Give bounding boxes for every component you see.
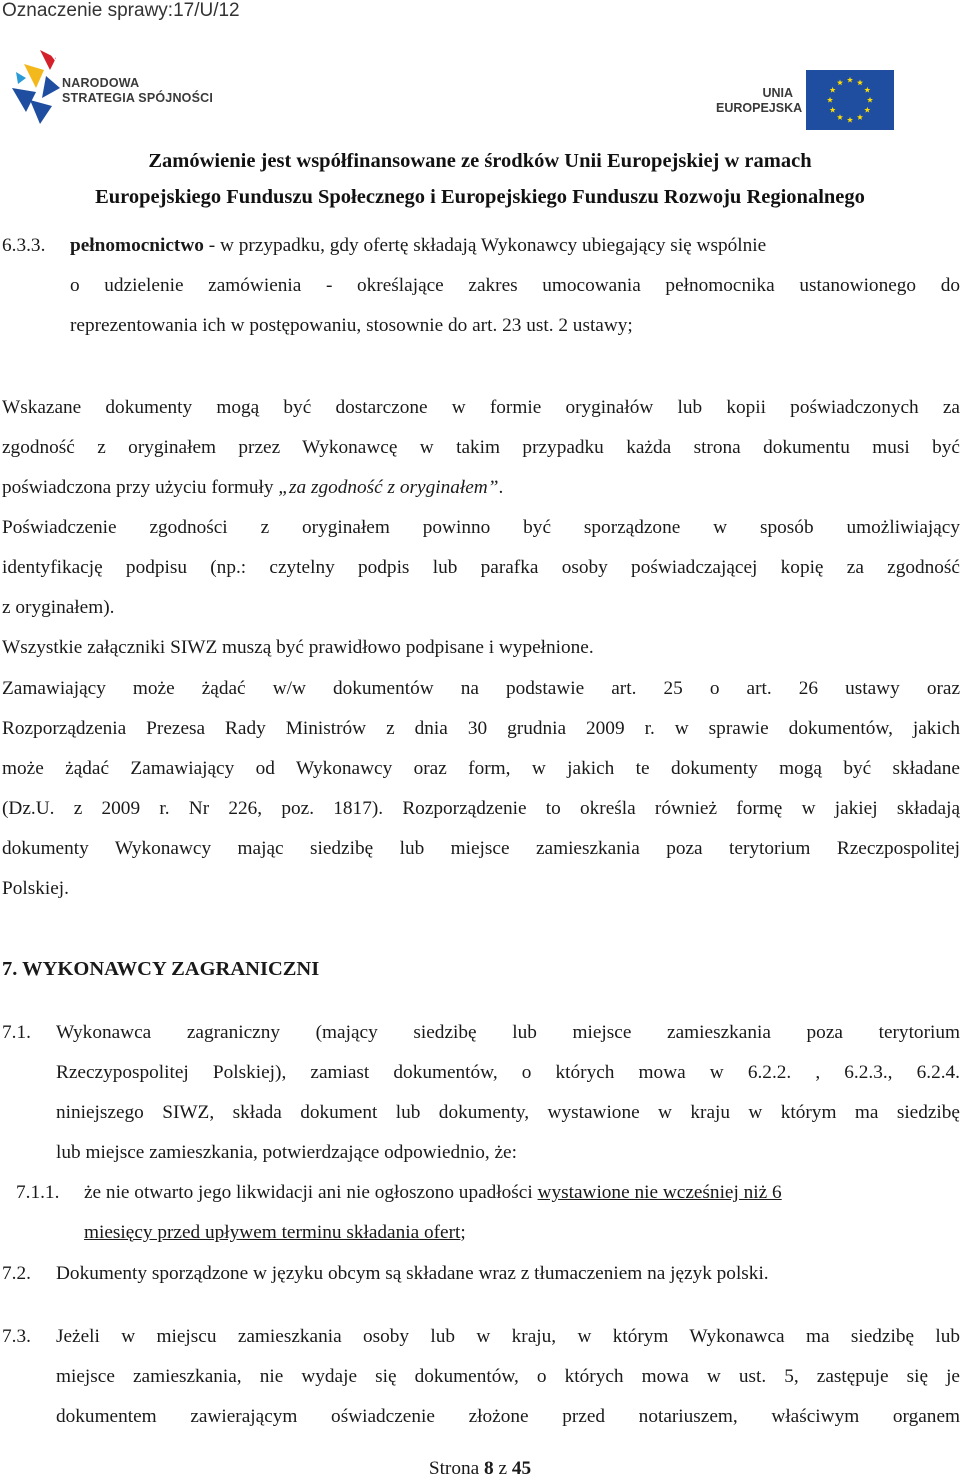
paragraph-4-line-5: dokumenty Wykonawcy mając siedzibę lub miejsce zamieszkania poza terytorium Rzeczpospolitej <box>2 838 960 859</box>
certification-formula: „za zgodność z oryginałem” <box>278 477 499 498</box>
section-711-number: 7.1.1. <box>16 1182 60 1203</box>
section-71-line-1: Wykonawca zagraniczny (mający siedzibę lub miejsce zamieszkania poza terytorium <box>56 1022 960 1043</box>
nss-logo-line1: NARODOWA <box>62 76 140 90</box>
paragraph-1-line-3-b: . <box>498 477 504 498</box>
paragraph-2-line-2: identyfikację podpisu (np.: czytelny podpis lub parafka osoby poświadczającej kopię za zgodność <box>2 557 960 578</box>
section-73-line-2: miejsce zamieszkania, nie wydaje się dokumentów, o których mowa w ust. 5, zastępuje się je <box>56 1366 960 1387</box>
paragraph-4-line-2: Rozporządzenia Prezesa Rady Ministrów z dnia 30 grudnia 2009 r. w sprawie dokumentów, jakich <box>2 718 960 739</box>
paragraph-2-line-1: Poświadczenie zgodności z oryginałem powinno być sporządzone w sposób umożliwiający <box>2 517 960 538</box>
section-711-line-1-a: że nie otwarto jego likwidacji ani nie ogłoszono upadłości <box>84 1182 538 1203</box>
footer-page-number: 8 <box>484 1458 494 1479</box>
section-711-line-2-b: ; <box>460 1222 466 1243</box>
section-711-line-1-underlined: wystawione nie wcześniej niż 6 <box>537 1182 782 1203</box>
footer-prefix: Strona <box>428 1458 485 1479</box>
cofinancing-line-1: Zamówienie jest współfinansowane ze środków Unii Europejskiej w ramach <box>148 150 812 172</box>
section-633-line-1 <box>70 235 960 257</box>
section-711-line-2-underlined: miesięcy przed upływem terminu składania ofert <box>84 1222 461 1243</box>
eu-logo-line1: UNIA <box>762 86 793 100</box>
section-73-line-3: dokumentem zawierającym oświadczenie złożone przed notariuszem, właściwym organem <box>56 1406 960 1427</box>
section-71-line-3: niniejszego SIWZ, składa dokument lub dokumenty, wystawione w kraju w którym ma siedzibę <box>56 1102 960 1123</box>
paragraph-4-line-3: może żądać Zamawiający od Wykonawcy oraz form, w jakich te dokumenty mogą być składane <box>2 758 960 779</box>
nss-logo-text <box>62 76 213 106</box>
section-7-heading: 7. WYKONAWCY ZAGRANICZNI <box>2 958 320 980</box>
eu-logo-text <box>716 86 803 116</box>
nss-logo-line2: STRATEGIA SPÓJNOŚCI <box>62 91 214 105</box>
eu-flag-icon <box>806 70 894 130</box>
paragraph-1-line-1: Wskazane dokumenty mogą być dostarczone w formie oryginałów lub kopii poświadczonych za <box>2 397 960 418</box>
section-number-633: 6.3.3. <box>2 235 46 256</box>
section-72-number: 7.2. <box>2 1263 31 1284</box>
footer-total-pages: 45 <box>511 1458 532 1479</box>
section-71-line-2: Rzeczypospolitej Polskiej), zamiast dokumentów, o których mowa w 6.2.2. , 6.2.3., 6.2.4. <box>56 1062 960 1083</box>
section-633-bold: pełnomocnictwo <box>70 235 204 256</box>
section-73-line-1: Jeżeli w miejscu zamieszkania osoby lub w kraju, w którym Wykonawca ma siedzibę lub <box>56 1326 960 1347</box>
section-72-text: Dokumenty sporządzone w języku obcym są składane wraz z tłumaczeniem na język polski. <box>56 1263 769 1284</box>
section-711-line-1 <box>84 1182 960 1204</box>
page-footer <box>0 1458 960 1480</box>
eu-logo-line2: EUROPEJSKA <box>716 101 803 115</box>
cofinancing-line-2: Europejskiego Funduszu Społecznego i Europejskiego Funduszu Rozwoju Regionalnego <box>95 186 865 208</box>
section-71-line-4: lub miejsce zamieszkania, potwierdzające odpowiednio, że: <box>56 1142 517 1163</box>
section-711-line-2 <box>84 1222 466 1244</box>
paragraph-4-line-4: (Dz.U. z 2009 r. Nr 226, poz. 1817). Rozporządzenie to określa również formę w jakiej składają <box>2 798 960 819</box>
paragraph-2-line-3: z oryginałem). <box>2 597 115 618</box>
paragraph-4-line-6: Polskiej. <box>2 878 69 899</box>
paragraph-1-line-3-a: poświadczona przy użyciu formuły <box>2 477 279 498</box>
section-73-number: 7.3. <box>2 1326 31 1347</box>
section-633-line-2: o udzielenie zamówienia - określające zakres umocowania pełnomocnika ustanowionego do <box>70 275 960 296</box>
paragraph-1-line-2: zgodność z oryginałem przez Wykonawcę w takim przypadku każda strona dokumentu musi być <box>2 437 960 458</box>
paragraph-3: Wszystkie załączniki SIWZ muszą być prawidłowo podpisane i wypełnione. <box>2 637 594 658</box>
footer-middle: z <box>493 1458 512 1479</box>
section-71-number: 7.1. <box>2 1022 31 1043</box>
section-633-line-1-text: - w przypadku, gdy ofertę składają Wykonawcy ubiegający się wspólnie <box>203 235 767 256</box>
paragraph-4-line-1: Zamawiający może żądać w/w dokumentów na podstawie art. 25 o art. 26 ustawy oraz <box>2 678 960 699</box>
section-633-line-3: reprezentowania ich w postępowaniu, stosownie do art. 23 ust. 2 ustawy; <box>70 315 633 336</box>
case-reference: Oznaczenie sprawy:17/U/12 <box>2 0 240 21</box>
paragraph-1-line-3 <box>2 477 503 499</box>
